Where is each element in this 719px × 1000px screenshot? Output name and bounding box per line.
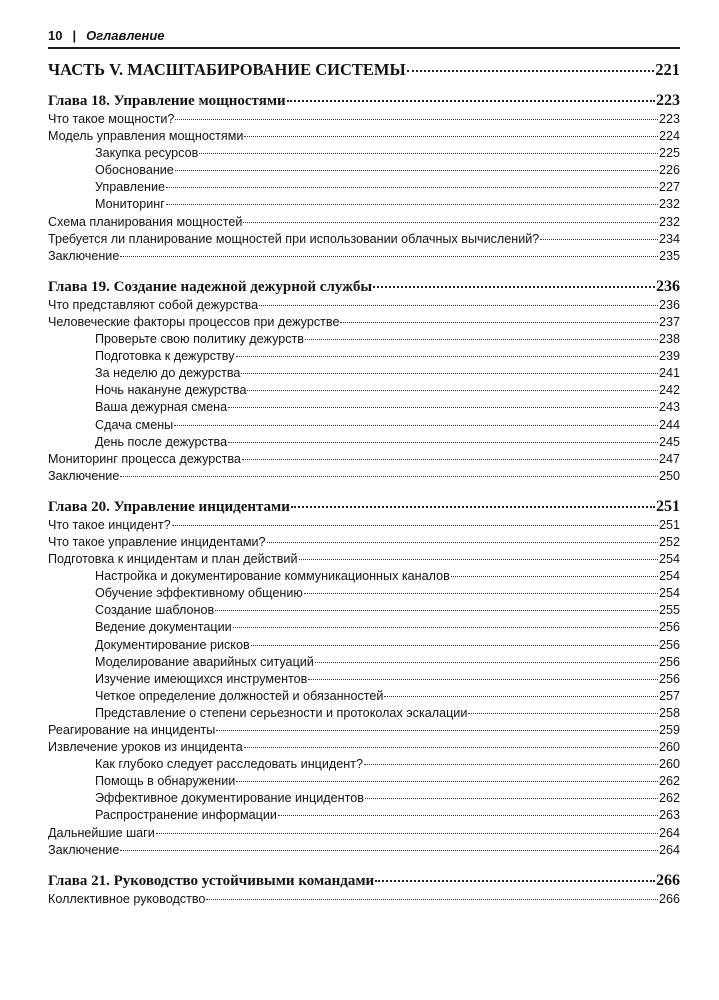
toc-entry[interactable]	[48, 145, 680, 162]
toc-entry[interactable]	[48, 756, 680, 773]
toc-entry[interactable]	[48, 585, 680, 602]
toc-entry-page: 256	[658, 637, 680, 652]
toc-leader-dots	[228, 442, 658, 443]
toc-entry[interactable]	[48, 417, 680, 434]
toc-entry-title: Дальнейшие шаги	[48, 825, 155, 840]
toc-entry[interactable]	[48, 705, 680, 722]
toc-entry-page: 257	[658, 688, 680, 703]
toc-chapter-entry[interactable]	[48, 870, 680, 891]
toc-entry[interactable]	[48, 773, 680, 790]
toc-leader-dots	[236, 356, 658, 357]
toc-entry-title: Настройка и документирование коммуникационных каналов	[95, 569, 450, 584]
toc-entry-title: Глава 20. Управление инцидентами	[48, 498, 290, 515]
toc-leader-dots	[365, 798, 658, 799]
toc-entry-page: 251	[656, 497, 680, 515]
toc-entry[interactable]	[48, 517, 680, 534]
toc-entry[interactable]	[48, 179, 680, 196]
toc-entry-page: 255	[658, 603, 680, 618]
toc-leader-dots	[243, 222, 658, 223]
toc-leader-dots	[120, 476, 658, 477]
toc-entry-title: Что такое инцидент?	[48, 517, 171, 532]
toc-entry[interactable]	[48, 111, 680, 128]
toc-entry-page: 263	[658, 808, 680, 823]
toc-leader-dots	[215, 610, 658, 611]
toc-entry[interactable]	[48, 128, 680, 145]
toc-leader-dots	[233, 627, 658, 628]
toc-entry-title: Распространение информации	[95, 808, 277, 823]
toc-entry-page: 256	[658, 671, 680, 686]
toc-leader-dots	[287, 100, 655, 102]
toc-entry-title: Закупка ресурсов	[95, 146, 199, 161]
toc-entry-page: 239	[658, 349, 680, 364]
toc-leader-dots	[236, 781, 658, 782]
toc-leader-dots	[299, 559, 658, 560]
toc-leader-dots	[174, 425, 658, 426]
toc-entry-title: Помощь в обнаружении	[95, 774, 236, 789]
toc-leader-dots	[267, 542, 658, 543]
toc-entry-title: Мониторинг процесса дежурства	[48, 451, 241, 466]
toc-entry-page: 254	[658, 586, 680, 601]
toc-entry[interactable]	[48, 807, 680, 824]
toc-entry-page: 262	[658, 774, 680, 789]
toc-entry[interactable]	[48, 891, 680, 908]
toc-entry-title: Проверьте свою политику дежурств	[95, 332, 304, 347]
toc-entry-page: 221	[655, 60, 680, 79]
toc-entry-page: 256	[658, 654, 680, 669]
toc-entry[interactable]	[48, 551, 680, 568]
toc-entry[interactable]	[48, 196, 680, 213]
toc-entry[interactable]	[48, 348, 680, 365]
toc-entry-page: 238	[658, 332, 680, 347]
toc-leader-dots	[291, 506, 655, 508]
toc-entry-page: 225	[658, 146, 680, 161]
page-number: 10	[48, 28, 63, 43]
toc-leader-dots	[540, 239, 658, 240]
toc-chapter-entry[interactable]	[48, 496, 680, 517]
toc-leader-dots	[407, 70, 655, 72]
toc-leader-dots	[120, 256, 658, 257]
toc-entry-page: 234	[658, 231, 680, 246]
toc-leader-dots	[247, 390, 658, 391]
toc-entry-page: 244	[658, 417, 680, 432]
toc-leader-dots	[244, 136, 658, 137]
toc-leader-dots	[120, 850, 658, 851]
toc-entry-title: Заключение	[48, 248, 120, 263]
toc-leader-dots	[278, 815, 658, 816]
toc-entry[interactable]	[48, 619, 680, 636]
toc-entry-title: Мониторинг	[95, 197, 165, 212]
toc-entry-page: 254	[658, 552, 680, 567]
toc-leader-dots	[373, 286, 655, 288]
toc-entry-page: 264	[658, 842, 680, 857]
toc-entry-title: Заключение	[48, 842, 120, 857]
toc-entry-page: 223	[656, 92, 680, 109]
toc-entry[interactable]	[48, 434, 680, 451]
toc-entry[interactable]	[48, 790, 680, 807]
toc-entry-page: 243	[658, 400, 680, 415]
toc-entry-title: Ведение документации	[95, 620, 232, 635]
section-title: Оглавление	[86, 28, 165, 43]
toc-entry-title: Подготовка к дежурству	[95, 349, 235, 364]
page-header	[48, 27, 680, 49]
toc-entry-page: 232	[658, 214, 680, 229]
toc-entry-title: Моделирование аварийных ситуаций	[95, 654, 314, 669]
toc-entry-title: ЧАСТЬ V. МАСШТАБИРОВАНИЕ СИСТЕМЫ	[48, 60, 406, 79]
toc-entry[interactable]	[48, 722, 680, 739]
toc-entry-page: 260	[658, 757, 680, 772]
toc-entry-page: 245	[658, 434, 680, 449]
toc-entry-title: За неделю до дежурства	[95, 366, 241, 381]
toc-leader-dots	[199, 153, 658, 154]
toc-entry-title: Эффективное документирование инцидентов	[95, 791, 364, 806]
toc-entry[interactable]	[48, 688, 680, 705]
toc-entry-page: 226	[658, 163, 680, 178]
toc-entry-title: Извлечение уроков из инцидента	[48, 740, 243, 755]
toc-entry-title: Обоснование	[95, 163, 174, 178]
toc-entry-page: 247	[658, 451, 680, 466]
toc-entry-page: 224	[658, 129, 680, 144]
toc-leader-dots	[206, 899, 658, 900]
toc-entry[interactable]	[48, 671, 680, 688]
toc-entry-page: 262	[658, 791, 680, 806]
toc-leader-dots	[384, 696, 658, 697]
toc-chapter-entry[interactable]	[48, 276, 680, 297]
toc-entry-page: 264	[658, 825, 680, 840]
toc-entry-title: Представление о степени серьезности и протоколах эскалации	[95, 705, 468, 720]
toc-entry-page: 236	[656, 277, 680, 295]
toc-entry[interactable]	[48, 451, 680, 468]
toc-entry-page: 259	[658, 723, 680, 737]
toc-entry[interactable]	[48, 399, 680, 416]
toc-entry-title: Подготовка к инцидентам и план действий	[48, 552, 298, 567]
toc-entry[interactable]	[48, 214, 680, 231]
toc-leader-dots	[216, 730, 658, 731]
toc-leader-dots	[259, 305, 658, 306]
toc-entry[interactable]	[48, 297, 680, 314]
toc-entry-title: Модель управления мощностями	[48, 129, 244, 144]
toc-entry-page: 232	[658, 197, 680, 212]
toc-leader-dots	[156, 833, 658, 834]
toc-entry-title: Ваша дежурная смена	[95, 400, 228, 415]
toc-entry-page: 266	[656, 871, 680, 889]
toc-entry[interactable]	[48, 825, 680, 842]
toc-entry[interactable]	[48, 654, 680, 671]
toc-entry-page: 242	[658, 383, 680, 398]
header-separator: |	[72, 28, 77, 43]
toc-entry-title: Глава 18. Управление мощностями	[48, 93, 286, 109]
toc-chapter-entry[interactable]	[48, 90, 680, 111]
toc-entry[interactable]	[48, 842, 680, 859]
toc-entry-page: 250	[658, 468, 680, 483]
toc-entry-title: День после дежурства	[95, 434, 228, 449]
toc-entry[interactable]	[48, 739, 680, 756]
toc-entry-title: Заключение	[48, 468, 120, 483]
toc-entry-title: Требуется ли планирование мощностей при использовании облачных вычислений?	[48, 231, 540, 246]
toc-leader-dots	[166, 187, 658, 188]
toc-entry-page: 237	[658, 314, 680, 329]
toc-entry-title: Сдача смены	[95, 417, 174, 432]
toc-entry-page: 227	[658, 180, 680, 195]
toc-entry-title: Что представляют собой дежурства	[48, 297, 259, 312]
toc-leader-dots	[228, 407, 658, 408]
toc-leader-dots	[251, 645, 658, 646]
toc-entry[interactable]	[48, 637, 680, 654]
toc-entry-page: 258	[658, 705, 680, 720]
toc-entry-title: Глава 21. Руководство устойчивыми командами	[48, 872, 375, 889]
toc-entry[interactable]	[48, 314, 680, 331]
toc-entry-title: Схема планирования мощностей	[48, 214, 243, 229]
toc-leader-dots	[468, 713, 658, 714]
table-of-contents	[48, 58, 680, 908]
toc-leader-dots	[172, 525, 658, 526]
toc-entry[interactable]	[48, 248, 680, 265]
toc-entry-title: Человеческие факторы процессов при дежурстве	[48, 314, 340, 329]
toc-entry-page: 266	[658, 891, 680, 906]
toc-entry[interactable]	[48, 382, 680, 399]
toc-entry[interactable]	[48, 231, 680, 248]
toc-entry-page: 260	[658, 740, 680, 755]
toc-leader-dots	[175, 119, 658, 120]
toc-entry-page: 236	[658, 297, 680, 312]
toc-entry-page: 254	[658, 569, 680, 584]
toc-entry-title: Реагирование на инциденты	[48, 723, 216, 737]
toc-entry-title: Коллективное руководство	[48, 891, 206, 906]
toc-entry-page: 256	[658, 620, 680, 635]
toc-leader-dots	[305, 339, 658, 340]
toc-leader-dots	[315, 662, 658, 663]
toc-entry[interactable]	[48, 534, 680, 551]
toc-entry-title: Создание шаблонов	[95, 603, 215, 618]
toc-leader-dots	[241, 373, 658, 374]
toc-entry-page: 235	[658, 248, 680, 263]
toc-leader-dots	[175, 170, 658, 171]
toc-entry[interactable]	[48, 365, 680, 382]
toc-entry-page: 251	[658, 517, 680, 532]
toc-entry[interactable]	[48, 331, 680, 348]
toc-entry-title: Что такое мощности?	[48, 112, 175, 126]
toc-leader-dots	[364, 764, 658, 765]
toc-entry-title: Как глубоко следует расследовать инцидент?	[95, 757, 364, 772]
toc-leader-dots	[166, 204, 658, 205]
toc-entry-title: Изучение имеющихся инструментов	[95, 671, 308, 686]
toc-entry[interactable]	[48, 162, 680, 179]
toc-leader-dots	[242, 459, 658, 460]
toc-leader-dots	[244, 747, 658, 748]
toc-leader-dots	[340, 322, 658, 323]
toc-entry[interactable]	[48, 602, 680, 619]
toc-entry-page: 241	[658, 366, 680, 381]
toc-part-entry[interactable]	[48, 58, 680, 82]
toc-entry[interactable]	[48, 468, 680, 485]
toc-entry-title: Глава 19. Создание надежной дежурной службы	[48, 278, 373, 295]
toc-entry-title: Управление	[95, 180, 166, 195]
toc-entry-title: Что такое управление инцидентами?	[48, 534, 266, 549]
toc-entry-page: 252	[658, 534, 680, 549]
toc-entry-page: 223	[658, 112, 680, 126]
toc-leader-dots	[451, 576, 658, 577]
toc-entry[interactable]	[48, 568, 680, 585]
toc-entry-title: Обучение эффективному общению	[95, 586, 303, 601]
toc-leader-dots	[308, 679, 658, 680]
toc-leader-dots	[375, 880, 655, 882]
toc-leader-dots	[304, 593, 658, 594]
toc-entry-title: Документирование рисков	[95, 637, 250, 652]
toc-entry-title: Ночь накануне дежурства	[95, 383, 247, 398]
toc-entry-title: Четкое определение должностей и обязанностей	[95, 688, 384, 703]
